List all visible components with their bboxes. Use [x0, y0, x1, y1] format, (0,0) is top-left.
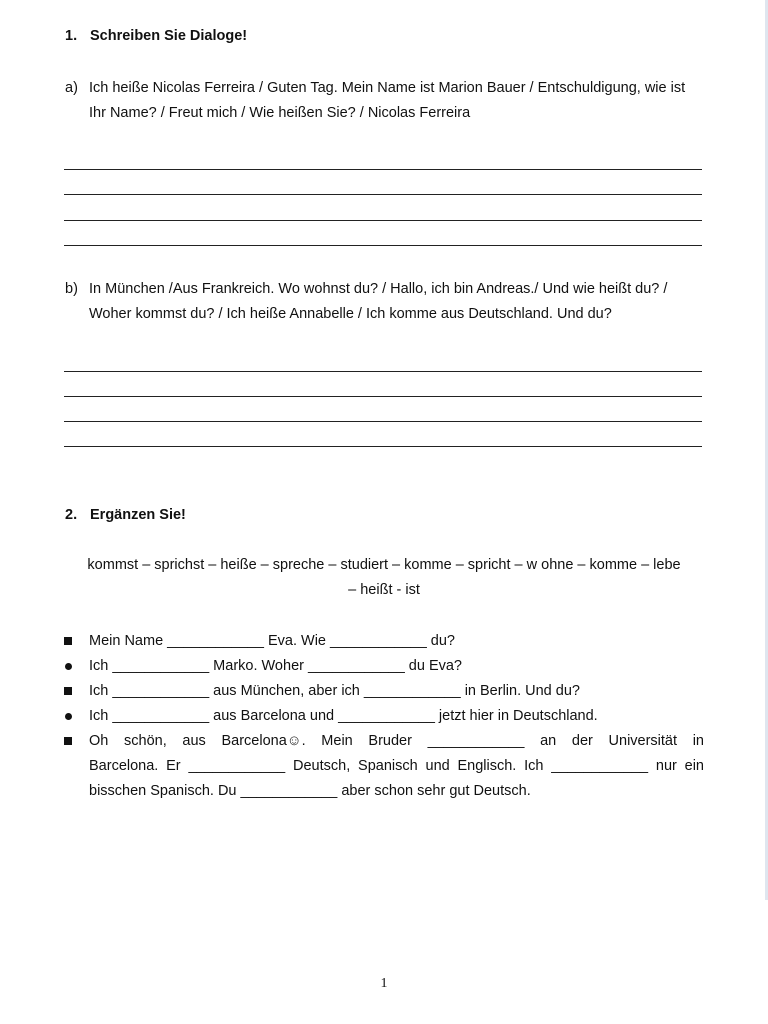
square-bullet-icon — [62, 729, 74, 754]
item-text: Ich ____________ aus München, aber ich ____________ in Berlin. Und du? — [89, 683, 580, 699]
task-b — [65, 277, 705, 327]
page-number: 1 — [380, 976, 388, 991]
exercise-2-title: Ergänzen Sie! — [90, 507, 186, 523]
answer-line[interactable] — [64, 396, 702, 397]
exercise-2-heading — [65, 507, 186, 523]
item-text: Mein Name ____________ Eva. Wie ____________ du? — [89, 633, 455, 649]
item-text-line-2: Barcelona. Er ____________ Deutsch, Spanisch und Englisch. Ich ____________ nur ein — [89, 758, 704, 774]
answer-line[interactable] — [64, 446, 702, 447]
exercise-2-number: 2. — [65, 507, 78, 523]
answer-line[interactable] — [64, 421, 702, 422]
task-b-text: In München /Aus Frankreich. Wo wohnst du? / Hallo, ich bin Andreas./ Und wie heißt du? / Woher kommst du? / Ich heiße Annabelle / Ich komme aus Deutschland. Und du? — [89, 281, 668, 322]
item-text-line-3: bisschen Spanisch. Du ____________ aber schon sehr gut Deutsch. — [89, 783, 531, 799]
word-bank — [62, 553, 706, 603]
item-text: Ich ____________ Marko. Woher ____________ du Eva? — [89, 658, 462, 674]
task-a-text: Ich heiße Nicolas Ferreira / Guten Tag. Mein Name ist Marion Bauer / Entschuldigung, wie ist Ihr Name? / Freut mich / Wie heißen Sie? / Nicolas Ferreira — [89, 80, 686, 121]
task-a — [65, 76, 705, 126]
list-item — [62, 654, 704, 679]
exercise-1-title: Schreiben Sie Dialoge! — [90, 28, 248, 44]
list-item — [62, 629, 704, 654]
answer-line[interactable] — [64, 371, 702, 372]
word-bank-line-1: kommst – sprichst – heiße – spreche – studiert – komme – spricht – w ohne – komme – lebe — [87, 557, 681, 573]
item-text-line-1: Oh schön, aus Barcelona☺. Mein Bruder ____________ an der Universität in — [89, 733, 704, 749]
answer-line[interactable] — [64, 220, 702, 221]
list-item — [62, 704, 704, 729]
answer-line[interactable] — [64, 194, 702, 195]
task-b-letter: b) — [65, 281, 78, 297]
answer-line[interactable] — [64, 245, 702, 246]
exercise-1-heading — [65, 28, 247, 44]
square-bullet-icon — [62, 629, 74, 654]
answer-line[interactable] — [64, 169, 702, 170]
exercise-1-number: 1. — [65, 28, 78, 44]
item-text: Ich ____________ aus Barcelona und ____________ jetzt hier in Deutschland. — [89, 708, 598, 724]
word-bank-line-2: – heißt - ist — [348, 582, 420, 598]
square-bullet-icon — [62, 679, 74, 704]
fill-in-list — [62, 629, 704, 804]
list-item — [62, 679, 704, 704]
list-item — [62, 729, 704, 804]
round-bullet-icon — [62, 654, 74, 679]
task-a-letter: a) — [65, 80, 78, 96]
round-bullet-icon — [62, 704, 74, 729]
